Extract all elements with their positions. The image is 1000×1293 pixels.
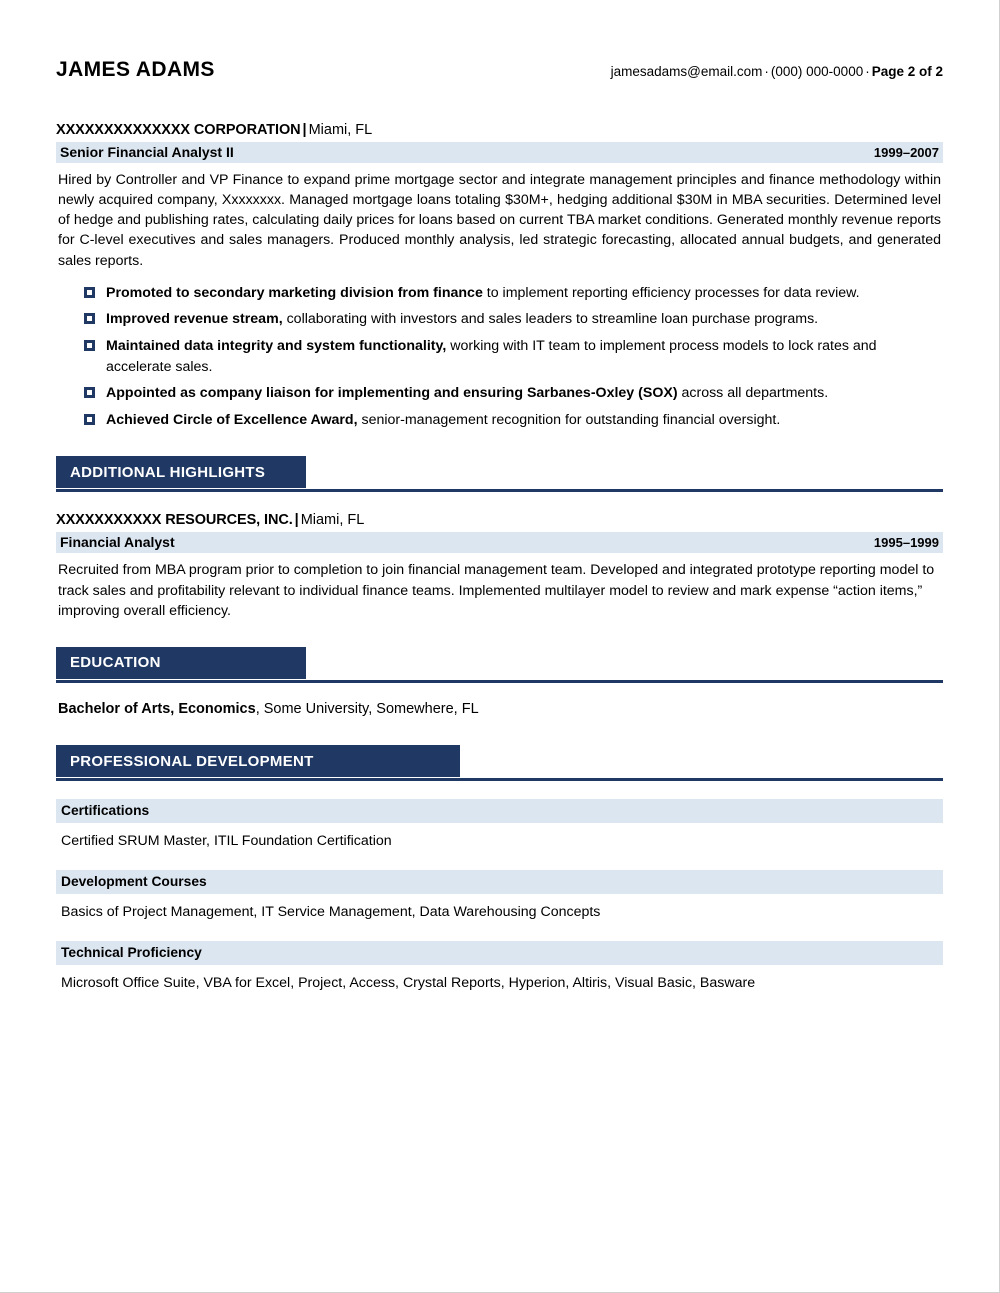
square-bullet-icon [84, 287, 95, 298]
job-2-description: Recruited from MBA program prior to completion to join financial management team. Developed and integrated prototype reporting model to track sales and profitability relevant to individual finance teams. Implemented multilayer model to review and mark expense “action items,” improving overall efficiency. [58, 562, 935, 619]
job-2-title: Financial Analyst [60, 534, 175, 551]
job-1-achievements [56, 283, 943, 431]
job-1-company-line [56, 120, 943, 142]
list-item [84, 336, 941, 377]
section-rule [56, 778, 943, 781]
job-entry-1 [56, 120, 943, 430]
education-degree: Bachelor of Arts, Economics [58, 700, 256, 717]
pd-row-3-heading: Technical Proficiency [56, 941, 943, 965]
page-header [56, 0, 943, 82]
section-title-education: EDUCATION [56, 647, 306, 679]
section-header-professional-development [56, 745, 943, 781]
contact-phone: (000) 000-0000 [770, 64, 864, 79]
contact-email: jamesadams@email.com [610, 64, 763, 79]
contact-line [611, 64, 943, 79]
section-education [56, 647, 943, 719]
table-row [56, 799, 943, 852]
job-2-company-name: XXXXXXXXXXX RESOURCES, INC. [56, 512, 293, 529]
bullet-1-lead: Promoted to secondary marketing division from finance [106, 284, 483, 301]
job-2-location: Miami, FL [300, 512, 365, 529]
list-item [84, 383, 941, 404]
bullet-3-rest: working with IT team to implement process models to lock rates and accelerate sales. [106, 337, 877, 375]
contact-separator-1: · [764, 64, 769, 79]
section-header-additional-highlights [56, 456, 943, 492]
job-entry-2 [56, 510, 943, 620]
job-1-pipe: | [302, 122, 307, 138]
candidate-name: JAMES ADAMS [56, 58, 215, 81]
job-2-company-line [56, 510, 943, 532]
bullet-5-lead: Achieved Circle of Excellence Award, [106, 411, 358, 428]
table-row [56, 870, 943, 923]
section-rule [56, 680, 943, 683]
square-bullet-icon [84, 414, 95, 425]
contact-separator-2: · [865, 64, 870, 79]
section-title-additional-highlights: ADDITIONAL HIGHLIGHTS [56, 456, 306, 488]
section-header-education [56, 647, 943, 683]
job-2-dates: 1995–1999 [873, 534, 939, 550]
job-1-description: Hired by Controller and VP Finance to expand prime mortgage sector and integrate management principles and finance methodology within newly acquired company, Xxxxxxxx. Managed mortgage loans totaling $30M+, hedging additional $30M in MBA securities. Determined level of hedge and publishing rates, calculating daily prices for loans based on current TBA market conditions. Generated monthly revenue reports for C-level executives and sales managers. Produced monthly analysis, led strategic forecasting, allocated annual budgets, and generated sales reports. [58, 172, 941, 269]
bullet-3-lead: Maintained data integrity and system functionality, [106, 337, 447, 354]
education-details: , Some University, Somewhere, FL [255, 700, 479, 717]
list-item [84, 283, 941, 304]
pd-row-1-heading: Certifications [56, 799, 943, 823]
job-1-company-name: XXXXXXXXXXXXXX CORPORATION [56, 122, 301, 138]
job-1-title: Senior Financial Analyst II [60, 144, 234, 161]
bullet-2-lead: Improved revenue stream, [106, 311, 283, 328]
bullet-2-rest: collaborating with investors and sales leaders to streamline loan purchase programs. [282, 311, 819, 328]
page-number: Page 2 of 2 [871, 64, 943, 79]
bullet-4-lead: Appointed as company liaison for implementing and ensuring Sarbanes-Oxley (SOX) [106, 385, 678, 402]
square-bullet-icon [84, 313, 95, 324]
pd-row-2-heading: Development Courses [56, 870, 943, 894]
job-1-location: Miami, FL [308, 122, 373, 138]
pd-row-3-content: Microsoft Office Suite, VBA for Excel, Project, Access, Crystal Reports, Hyperion, Altiris, Visual Basic, Basware [61, 974, 756, 991]
table-row [56, 941, 943, 994]
job-2-pipe: | [294, 512, 299, 529]
bullet-1-rest: to implement reporting efficiency processes for data review. [482, 284, 860, 301]
section-professional-development [56, 745, 943, 994]
job-2-title-bar [56, 532, 943, 553]
list-item [84, 309, 941, 330]
square-bullet-icon [84, 340, 95, 351]
list-item [84, 410, 941, 431]
pd-row-1-content: Certified SRUM Master, ITIL Foundation Certification [61, 833, 392, 850]
job-1-dates: 1999–2007 [873, 144, 939, 160]
education-entry [56, 699, 943, 719]
section-additional-highlights [56, 456, 943, 492]
section-rule [56, 489, 943, 492]
bullet-5-rest: senior-management recognition for outstanding financial oversight. [357, 411, 781, 428]
section-title-professional-development: PROFESSIONAL DEVELOPMENT [56, 745, 460, 777]
square-bullet-icon [84, 387, 95, 398]
job-1-title-bar [56, 142, 943, 163]
pd-row-2-content: Basics of Project Management, IT Service Management, Data Warehousing Concepts [61, 904, 601, 921]
bullet-4-rest: across all departments. [677, 385, 829, 402]
professional-development-table [56, 799, 943, 994]
